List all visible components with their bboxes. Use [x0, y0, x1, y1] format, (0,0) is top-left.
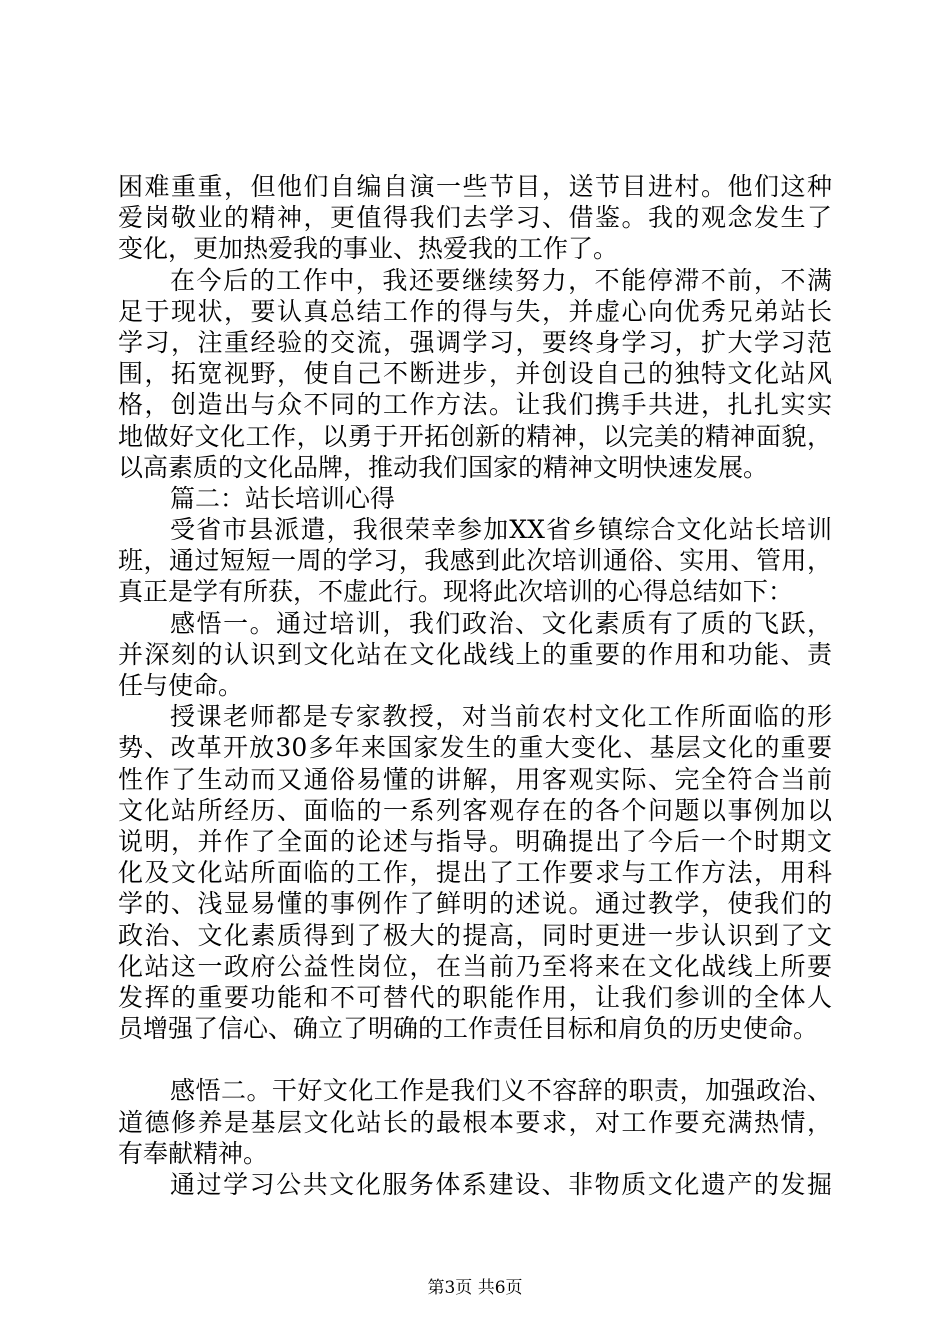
- text-line: 地做好文化工作，以勇于开拓创新的精神，以完美的精神面貌，: [118, 421, 832, 451]
- text-line: 性作了生动而又通俗易懂的讲解，用客观实际、完全符合当前: [118, 764, 832, 794]
- text-line: 政治、文化素质得到了极大的提高，同时更进一步认识到了文: [118, 920, 832, 950]
- text-line: 通过学习公共文化服务体系建设、非物质文化遗产的发掘: [170, 1170, 832, 1199]
- text-line: 发挥的重要功能和不可替代的职能作用，让我们参训的全体人: [118, 982, 832, 1012]
- text-line: 授课老师都是专家教授，对当前农村文化工作所面临的形: [170, 702, 832, 732]
- text-line: 足于现状，要认真总结工作的得与失，并虚心向优秀兄弟站长: [118, 296, 832, 326]
- text-line: 任与使命。: [118, 671, 244, 700]
- text-line: 道德修养是基层文化站长的最根本要求，对工作要充满热情，: [118, 1107, 832, 1137]
- text-line: 学的、浅显易懂的事例作了鲜明的述说。通过教学，使我们的: [118, 889, 832, 919]
- page-footer: 第3页 共6页: [427, 1278, 523, 1298]
- text-line: 并深刻的认识到文化站在文化战线上的重要的作用和功能、责: [118, 639, 832, 669]
- text-line: 困难重重，但他们自编自演一些节目，送节目进村。他们这种: [118, 172, 832, 201]
- text-line: 有奉献精神。: [118, 1138, 269, 1168]
- body-text: [118, 171, 832, 1200]
- text-line: 在今后的工作中，我还要继续努力，不能停滞不前，不满: [170, 265, 832, 295]
- text-line: 化站这一政府公益性岗位，在当前乃至将来在文化战线上所要: [118, 951, 832, 981]
- text-line: 真正是学有所获，不虚此行。现将此次培训的心得总结如下：: [118, 577, 794, 607]
- text-line: 篇二：站长培训心得: [170, 483, 396, 513]
- text-line: 感悟二。干好文化工作是我们义不容辞的职责，加强政治、: [170, 1076, 832, 1106]
- text-line: 格，创造出与众不同的工作方法。让我们携手共进，扎扎实实: [118, 390, 832, 420]
- blank-line: [118, 1044, 832, 1075]
- text-line: 班，通过短短一周的学习，我感到此次培训通俗、实用、管用，: [118, 546, 832, 576]
- text-line: 受省市县派遣，我很荣幸参加XX省乡镇综合文化站长培训: [170, 515, 832, 545]
- text-line: 爱岗敬业的精神，更值得我们去学习、借鉴。我的观念发生了: [118, 203, 832, 233]
- text-line: 学习，注重经验的交流，强调学习，要终身学习，扩大学习范: [118, 327, 832, 357]
- text-line: 化及文化站所面临的工作，提出了工作要求与工作方法，用科: [118, 858, 832, 888]
- text-line: 说明，并作了全面的论述与指导。明确提出了今后一个时期文: [118, 826, 832, 856]
- text-line: 感悟一。通过培训，我们政治、文化素质有了质的飞跃，: [170, 608, 832, 638]
- text-line: 以高素质的文化品牌，推动我们国家的精神文明快速发展。: [118, 452, 769, 482]
- text-line: 员增强了信心、确立了明确的工作责任目标和肩负的历史使命。: [118, 1014, 819, 1044]
- text-line: 势、改革开放30多年来国家发生的重大变化、基层文化的重要: [118, 733, 832, 763]
- text-line: 文化站所经历、面临的一系列客观存在的各个问题以事例加以: [118, 795, 832, 825]
- text-line: 变化，更加热爱我的事业、热爱我的工作了。: [118, 234, 619, 264]
- text-line: 围，拓宽视野，使自己不断进步，并创设自己的独特文化站风: [118, 359, 832, 389]
